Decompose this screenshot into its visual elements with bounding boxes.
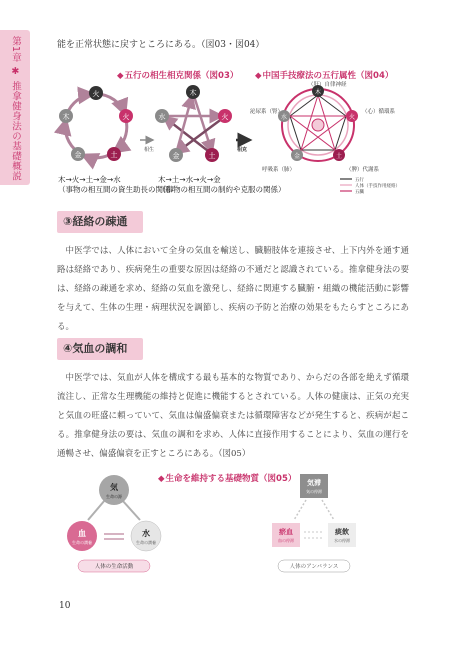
fig04-node-water-label: 水 — [280, 114, 288, 121]
intro-text: 能を正常状態に戻すところにある。（図03・図04） — [57, 40, 265, 50]
diamond-icon: ◆ — [117, 71, 124, 81]
fig04-node-earth-label: 土 — [335, 153, 343, 160]
fig05-left-label: 人体の生命活動 — [94, 564, 134, 570]
fig05-right-blood-sub: 血の停滞 — [278, 538, 294, 543]
fig04-diagram — [250, 80, 420, 198]
fig05-right-water: 痰飲 — [335, 528, 349, 536]
section3-paragraph: 中医学では、人体において全身の気血を輸送し、臓腑肢体を連接させ、上下内外を通す通路は経絡であり、疾病発生の重要な原因は経絡の不通だと認識されている。推拿健身法の要は、経絡の疎通を求め、経絡の気血を激発し、経絡に関連する臓腑・組織の機能活動に影響を与えて、生体の生理・病理状況を調節し、疾病の予防と治療の効果をもたらすところにある。 — [57, 246, 409, 332]
fig04-legend-text-3: 五臓 — [355, 190, 364, 195]
chapter-side-tab — [0, 30, 30, 185]
ke-node-earth-label: 土 — [208, 152, 216, 160]
ke-cycle — [164, 93, 223, 154]
fig05-right-water-sub: 水の停滞 — [334, 538, 350, 543]
fig05-left-qi-sub: 生命の源 — [106, 494, 122, 499]
fig03-caption-right-line2: （事物の相互間の制約や克服の関係） — [158, 185, 286, 194]
chapter-separator-icon: ✱ — [10, 62, 21, 82]
fig03-title-text: 五行の相生相克関係（図03） — [124, 71, 239, 81]
fig04-node-wood-label: 木 — [314, 89, 322, 96]
section3-paragraph-block — [57, 242, 409, 337]
section4-paragraph: 中医学では、気血が人体を構成する最も基本的な物質であり、からだの各部を絶えず循環流注し、正常な生理機能の維持と促進に機能するとされている。人体の健康は、正気の充実と気血の旺盛に頼っていて、気血は偏盛偏衰または循環障害などが発生すると、疾病が起こる。推拿健身法の要は、気血の調和を求め、人体に直接作用することにより、気血の運行を通暢させ、偏盛偏衰を正すところにある。（図05） — [57, 373, 409, 459]
fig04-label-bottom-right: （脾）代謝系 — [346, 167, 380, 173]
fig04-legend-text-2: 人体（手技作用経絡） — [355, 184, 400, 189]
fig05-right-label: 人体のアンバランス — [289, 564, 339, 570]
fig05-right-blood: 瘀血 — [279, 528, 293, 536]
page-number: 10 — [59, 601, 71, 611]
fig04-label-right: （心）循環系 — [362, 109, 396, 115]
diamond-icon: ◆ — [158, 474, 165, 484]
fig04-label-bottom-left: 呼吸系（肺） — [262, 167, 296, 173]
fig05-right-diagram — [260, 468, 380, 583]
fig04-label-left: 泌尿系（腎） — [250, 109, 284, 115]
fig05-right-link-b — [322, 500, 334, 520]
node-fire-label: 火 — [122, 113, 130, 121]
fig05-right-qi-sub: 気の停滞 — [306, 489, 322, 494]
node-metal-label: 金 — [74, 151, 82, 159]
fig04-legend-text-1: 五行 — [355, 178, 364, 183]
fig03-caption-right-line1: 木→土→水→火→金 — [158, 175, 221, 184]
fig04-title-text: 中国手技療法の五行属性（図04） — [262, 71, 394, 81]
fig05-left-qi: 気 — [110, 483, 118, 492]
fig03-diagram — [40, 80, 260, 175]
chapter-side-tab-text — [0, 36, 30, 181]
sheng-legend-label: 相生 — [144, 147, 155, 153]
fig04-node-metal-label: 金 — [293, 153, 301, 160]
section3-heading: ③経絡の疎通 — [57, 211, 143, 233]
ke-node-metal-label: 金 — [172, 152, 180, 160]
fig05-left-link-a — [88, 500, 105, 520]
fig03-caption-left-line1: 木→火→土→金→水 — [58, 175, 121, 184]
fig05-left-link-b — [122, 500, 140, 520]
diamond-icon: ◆ — [255, 71, 262, 81]
fig05-right-link-a — [294, 500, 306, 520]
fig05-left-water-sub: 生命の潤養 — [136, 540, 156, 545]
fig05-left-water: 水 — [142, 529, 150, 538]
node-earth-label: 土 — [110, 151, 118, 159]
fig05-left-diagram — [60, 468, 180, 583]
chapter-label: 第1章 — [10, 36, 21, 63]
ke-node-fire-label: 火 — [221, 113, 229, 121]
fig04-node-fire-label: 火 — [348, 114, 356, 121]
chapter-title: 推拿健身法の基礎概説 — [10, 81, 21, 182]
fig05-right-qi: 気滞 — [307, 479, 321, 487]
ke-legend-label: 相克 — [237, 147, 248, 153]
fig03-caption-left-line2: （事物の相互間の資生助長の関係） — [58, 185, 178, 194]
ke-node-wood-label: 木 — [189, 89, 197, 97]
fig05-title-text: 生命を維持する基礎物質（図05） — [165, 474, 297, 484]
fig04-label-top: （肝）自律神経 — [308, 82, 347, 88]
section4-paragraph-block — [57, 369, 409, 464]
section4-heading: ④気血の調和 — [57, 338, 143, 360]
node-wood-label: 火 — [92, 90, 100, 98]
ke-node-water-label: 水 — [158, 113, 166, 121]
fig05-left-blood-sub: 生命の潤養 — [72, 540, 92, 545]
fig04-center — [312, 119, 324, 131]
fig05-left-blood: 血 — [78, 529, 86, 538]
node-water-label: 木 — [62, 113, 70, 121]
